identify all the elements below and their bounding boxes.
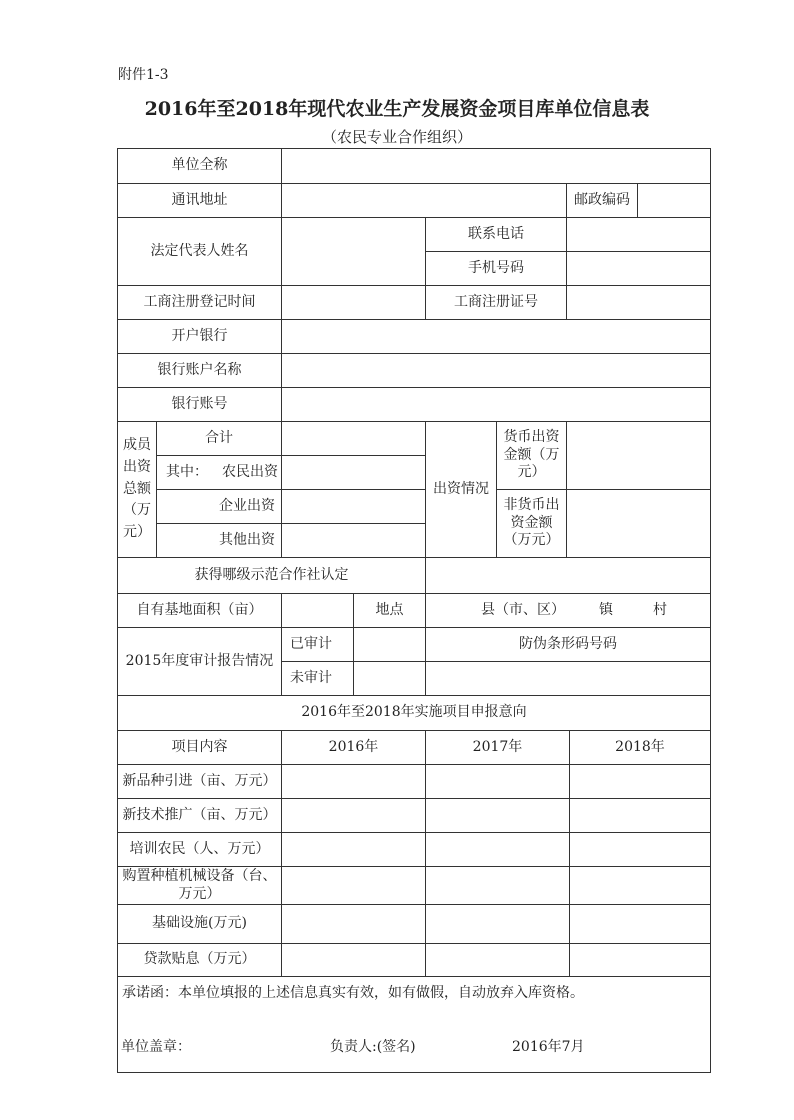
phone-field[interactable] — [566, 217, 711, 252]
barcode-field[interactable] — [425, 661, 711, 696]
reg-no-label: 工商注册证号 — [425, 285, 567, 320]
not-audited-field[interactable] — [353, 661, 426, 696]
demo-coop-label: 获得哪级示范合作社认定 — [117, 557, 426, 594]
attachment-number: 附件1-3 — [118, 67, 169, 83]
audited-field[interactable] — [353, 627, 426, 662]
seal-label: 单位盖章： — [121, 1039, 191, 1055]
noncash-capital-field[interactable] — [566, 489, 711, 558]
intent-cell-2017[interactable] — [425, 904, 570, 944]
legal-rep-field[interactable] — [281, 217, 426, 286]
cash-capital-field[interactable] — [566, 421, 711, 490]
intent-cell-2018[interactable] — [569, 764, 711, 799]
intent-cell-2016[interactable] — [281, 943, 426, 977]
intent-row-label: 新品种引进（亩、万元） — [117, 764, 282, 799]
intent-cell-2017[interactable] — [425, 943, 570, 977]
intent-cell-2018[interactable] — [569, 866, 711, 905]
intent-cell-2016[interactable] — [281, 764, 426, 799]
form-title: 2016年至2018年现代农业生产发展资金项目库单位信息表 — [144, 98, 650, 120]
intent-row-label: 购置种植机械设备（台、万元） — [117, 866, 282, 905]
promise-text: 承诺函：本单位填报的上述信息真实有效，如有做假，自动放弃入库资格。 — [122, 985, 584, 1001]
cash-capital-label: 货币出资金额（万元） — [496, 421, 567, 490]
intent-cell-2017[interactable] — [425, 832, 570, 867]
col-2018-header: 2018年 — [569, 730, 711, 765]
farmer-capital-text: 农民出资 — [222, 463, 278, 480]
mobile-label: 手机号码 — [425, 251, 567, 286]
audited-label: 已审计 — [281, 627, 354, 662]
of-which-label: 其中： — [166, 463, 208, 480]
address-label: 通讯地址 — [117, 183, 282, 218]
enterprise-capital-field[interactable] — [281, 489, 426, 524]
location-label: 地点 — [353, 593, 426, 628]
unit-name-field[interactable] — [281, 148, 711, 184]
base-area-label: 自有基地面积（亩） — [117, 593, 282, 628]
mobile-field[interactable] — [566, 251, 711, 286]
intent-title: 2016年至2018年实施项目申报意向 — [117, 695, 711, 731]
col-item-header: 项目内容 — [117, 730, 282, 765]
other-capital-label: 其他出资 — [156, 523, 282, 558]
intent-cell-2016[interactable] — [281, 798, 426, 833]
col-2017-header: 2017年 — [425, 730, 570, 765]
postcode-field[interactable] — [637, 183, 711, 218]
farmer-capital-label — [156, 455, 282, 490]
intent-row-label: 基础设施(万元) — [117, 904, 282, 944]
reg-no-field[interactable] — [566, 285, 711, 320]
intent-cell-2018[interactable] — [569, 798, 711, 833]
legal-rep-label: 法定代表人姓名 — [117, 217, 282, 286]
demo-coop-field[interactable] — [425, 557, 711, 594]
promise-box — [117, 976, 711, 1073]
audit-2015-label: 2015年度审计报告情况 — [117, 627, 282, 696]
other-capital-field[interactable] — [281, 523, 426, 558]
capital-total-label: 成员出资总额（万元） — [117, 421, 157, 558]
village-text: 村 — [653, 601, 667, 618]
unit-name-label: 单位全称 — [117, 148, 282, 184]
intent-row-label: 贷款贴息（万元） — [117, 943, 282, 977]
intent-cell-2016[interactable] — [281, 832, 426, 867]
county-text: 县（市、区） — [481, 601, 565, 618]
intent-cell-2018[interactable] — [569, 832, 711, 867]
not-audited-label: 未审计 — [281, 661, 354, 696]
location-field[interactable] — [425, 593, 711, 628]
intent-cell-2018[interactable] — [569, 904, 711, 944]
date-text: 2016年7月 — [512, 1039, 585, 1055]
intent-row-label: 新技术推广（亩、万元） — [117, 798, 282, 833]
intent-row-label: 培训农民（人、万元） — [117, 832, 282, 867]
intent-cell-2016[interactable] — [281, 866, 426, 905]
intent-cell-2017[interactable] — [425, 798, 570, 833]
form-subtitle: （农民专业合作组织） — [321, 128, 472, 146]
capital-status-label: 出资情况 — [425, 421, 497, 558]
intent-cell-2017[interactable] — [425, 866, 570, 905]
account-no-field[interactable] — [281, 387, 711, 422]
postcode-label: 邮政编码 — [566, 183, 638, 218]
bank-field[interactable] — [281, 319, 711, 354]
leader-signature-label: 负责人:(签名) — [330, 1039, 416, 1055]
intent-cell-2016[interactable] — [281, 904, 426, 944]
total-field[interactable] — [281, 421, 426, 456]
noncash-capital-label: 非货币出资金额（万元） — [496, 489, 567, 558]
farmer-capital-field[interactable] — [281, 455, 426, 490]
barcode-label: 防伪条形码号码 — [425, 627, 711, 662]
intent-cell-2018[interactable] — [569, 943, 711, 977]
address-field[interactable] — [281, 183, 567, 218]
col-2016-header: 2016年 — [281, 730, 426, 765]
account-name-field[interactable] — [281, 353, 711, 388]
bank-label: 开户银行 — [117, 319, 282, 354]
account-name-label: 银行账户名称 — [117, 353, 282, 388]
intent-cell-2017[interactable] — [425, 764, 570, 799]
reg-time-field[interactable] — [281, 285, 426, 320]
town-text: 镇 — [599, 601, 613, 618]
account-no-label: 银行账号 — [117, 387, 282, 422]
reg-time-label: 工商注册登记时间 — [117, 285, 282, 320]
enterprise-capital-label: 企业出资 — [156, 489, 282, 524]
base-area-field[interactable] — [281, 593, 354, 628]
total-label: 合计 — [156, 421, 282, 456]
phone-label: 联系电话 — [425, 217, 567, 252]
